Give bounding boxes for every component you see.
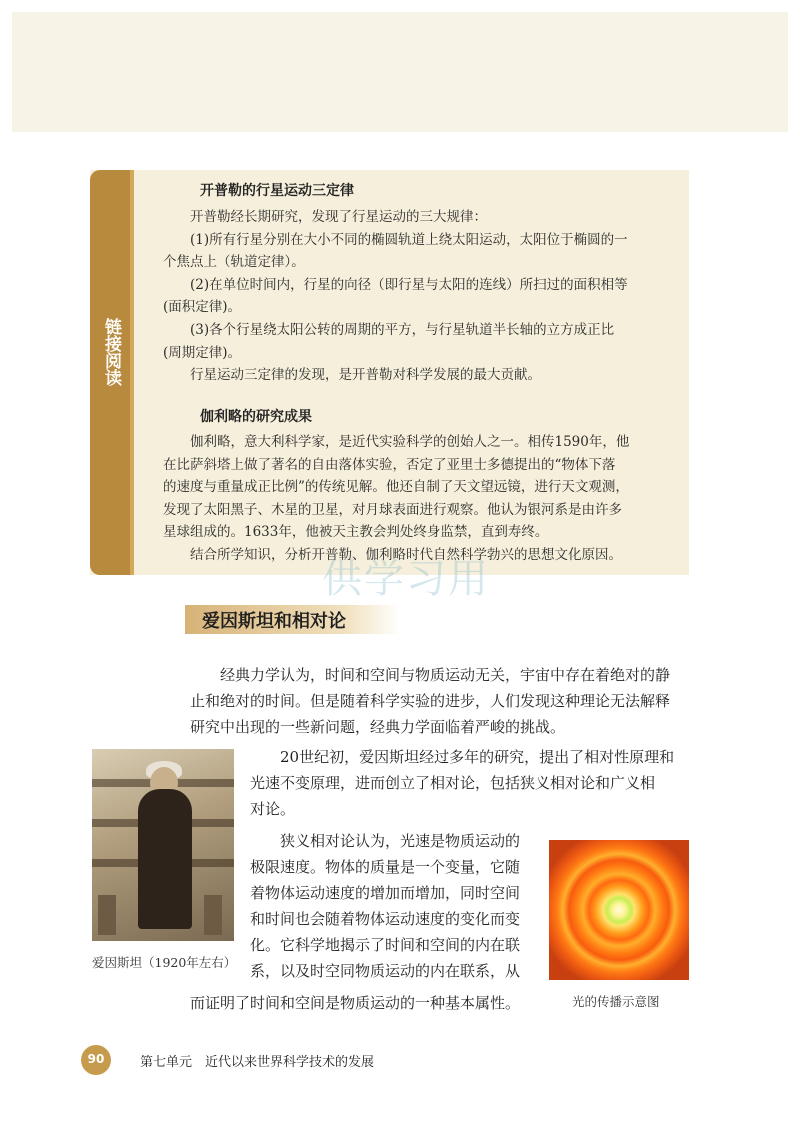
kepler-line: (1)所有行星分别在大小不同的椭圆轨道上绕太阳运动，太阳位于椭圆的一	[190, 231, 628, 248]
body-line: 止和绝对的时间。但是随着科学实验的进步，人们发现这种理论无法解释	[190, 692, 671, 710]
einstein-figure	[138, 789, 192, 929]
kepler-text	[163, 206, 673, 387]
body-line: 极限速度。物体的质量是一个变量，它随	[250, 858, 521, 876]
para-special-relativity	[250, 828, 550, 984]
galileo-heading: 伽利略的研究成果	[200, 409, 312, 425]
body-line: 光速不变原理，进而创立了相对论，包括狭义相对论和广义相	[250, 774, 656, 792]
body-line: 对论。	[250, 800, 296, 818]
kepler-line: 开普勒经长期研究，发现了行星运动的三大规律：	[190, 209, 487, 225]
reading-tab-label: 链接阅读	[101, 318, 121, 386]
kepler-heading: 开普勒的行星运动三定律	[200, 183, 354, 199]
galileo-line: 发现了太阳黑子、木星的卫星，对月球表面进行观察。他认为银河系是由许多	[163, 501, 622, 518]
watermark: 供学习用	[322, 556, 490, 602]
kepler-line: (面积定律)。	[163, 299, 242, 316]
book-stack	[204, 895, 222, 935]
body-line: 20世纪初，爱因斯坦经过多年的研究，提出了相对性原理和	[280, 748, 675, 766]
light-propagation-image	[549, 840, 689, 980]
kepler-line: 个焦点上（轨道定律）。	[163, 254, 305, 271]
body-line: 经典力学认为，时间和空间与物质运动无关，宇宙中存在着绝对的静	[220, 666, 671, 684]
einstein-photo	[92, 749, 234, 941]
kepler-line: (2)在单位时间内，行星的向径（即行星与太阳的连线）所扫过的面积相等	[190, 276, 628, 293]
book-stack	[98, 895, 116, 935]
light-caption: 光的传播示意图	[572, 994, 660, 1009]
body-line: 系，以及时空同物质运动的内在联系，从	[250, 962, 521, 980]
galileo-line: 伽利略，意大利科学家，是近代实验科学的创始人之一。相传1590年，他	[190, 434, 630, 450]
body-line: 化。它科学地揭示了时间和空间的内在联	[250, 936, 521, 954]
para-classical-mechanics	[190, 662, 690, 740]
galileo-question: 结合所学知识，分析开普勒、伽利略时代自然科学勃兴的思想文化原因。	[190, 546, 622, 563]
top-blank-band	[12, 12, 788, 132]
reading-tab-stripe	[130, 170, 134, 575]
kepler-line: (3)各个行星绕太阳公转的周期的平方，与行星轨道半长轴的立方成正比	[190, 321, 615, 338]
page-number: 90	[87, 1052, 105, 1066]
para-relativity-founded	[250, 744, 690, 822]
kepler-line: (周期定律)。	[163, 344, 242, 361]
body-line: 而证明了时间和空间是物质运动的一种基本属性。	[190, 994, 521, 1012]
einstein-caption: 爱因斯坦（1920年左右）	[92, 955, 237, 970]
kepler-line: 行星运动三定律的发现，是开普勒对科学发展的最大贡献。	[190, 367, 541, 384]
para-special-relativity-end	[190, 990, 550, 1016]
galileo-line: 星球组成的。1633年，他被天主教会判处终身监禁，直到寿终。	[163, 524, 549, 541]
body-line: 狭义相对论认为，光速是物质运动的	[280, 832, 521, 850]
section-title: 爱因斯坦和相对论	[202, 611, 346, 632]
body-line: 着物体运动速度的增加而增加，同时空间	[250, 884, 521, 902]
body-line: 研究中出现的一些新问题，经典力学面临着严峻的挑战。	[190, 718, 566, 736]
body-line: 和时间也会随着物体运动速度的变化而变	[250, 910, 521, 928]
footer-unit-title: 第七单元 近代以来世界科学技术的发展	[140, 1055, 375, 1070]
galileo-line: 的速度与重量成正比例”的传统见解。他还自制了天文望远镜，进行天文观测，	[163, 479, 629, 496]
galileo-line: 在比萨斜塔上做了著名的自由落体实验，否定了亚里士多德提出的“物体下落	[163, 456, 616, 473]
